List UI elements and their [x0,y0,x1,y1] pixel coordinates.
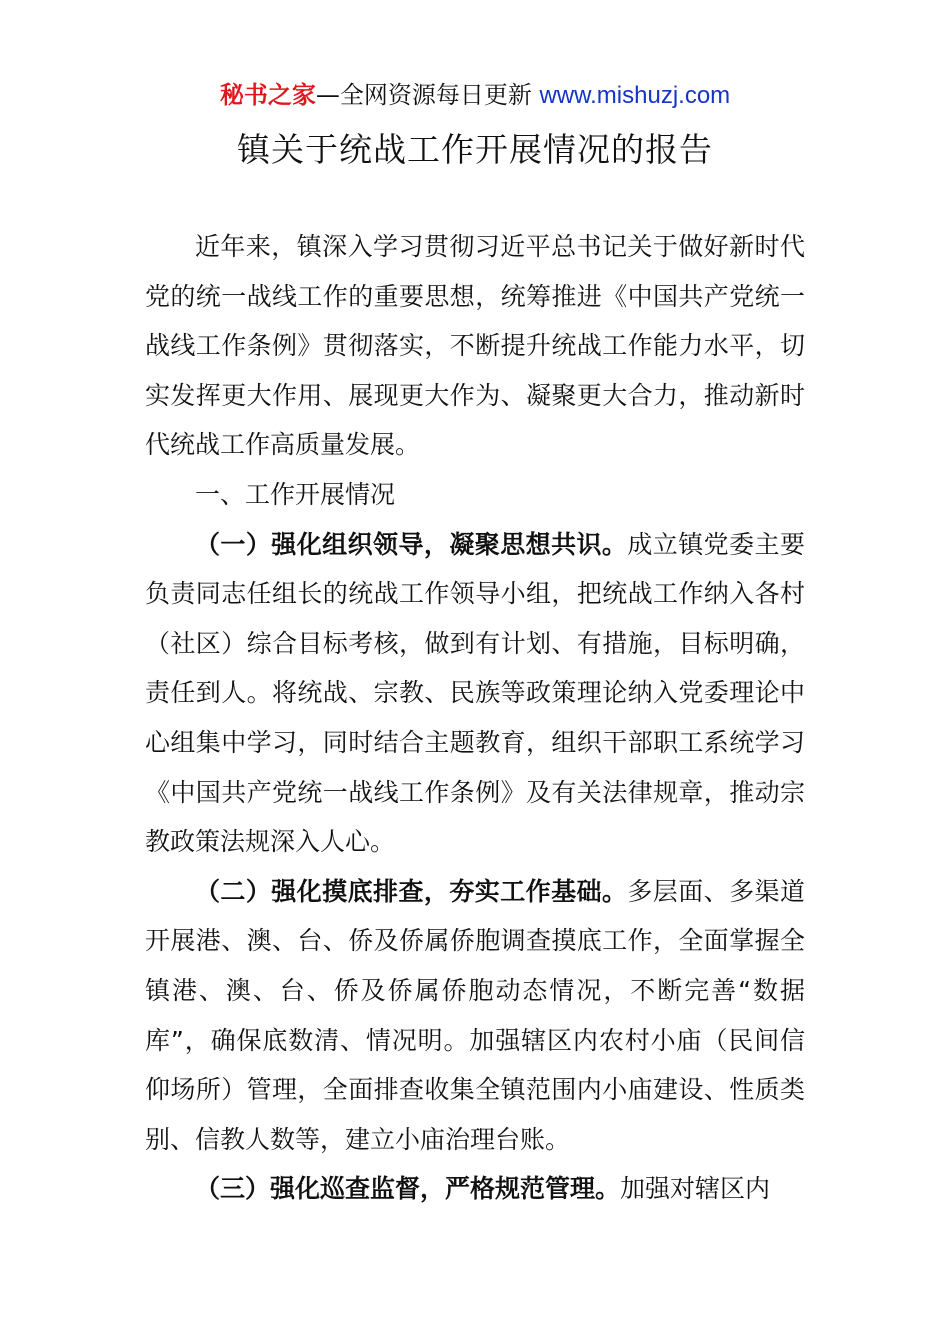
site-header [0,78,950,113]
document-title: 镇关于统战工作开展情况的报告 [237,130,713,169]
section-item-3 [145,1164,805,1214]
item-lead: （一）强化组织领导，凝聚思想共识。 [195,529,628,559]
item-lead: （三）强化巡查监督，严格规范管理。 [195,1174,621,1204]
section-item-1 [145,520,805,867]
item-lead: （二）强化摸底排查，夯实工作基础。 [195,876,628,906]
section-heading: 一、工作开展情况 [195,479,396,509]
header-tagline: —全网资源每日更新 [315,81,540,109]
brand-name: 秘书之家 [219,81,316,109]
item-text: 成立镇党委主要负责同志任组长的统战工作领导小组，把统战工作纳入各村（社区）综合目标考核，做到有计划、有措施，目标明确，责任到人。将统战、宗教、民族等政策理论纳入党委理论中心组集中学习，同时结合主题教育，组织干部职工系统学习《中国共产党统一战线工作条例》及有关法律规章，推动宗教政策法规深入人心。 [145,529,805,857]
item-text: 多层面、多渠道开展港、澳、台、侨及侨属侨胞调查摸底工作，全面掌握全镇港、澳、台、侨及侨属侨胞动态情况，不断完善“数据库”，确保底数清、情况明。加强辖区内农村小庙（民间信仰场所）管理，全面排查收集全镇范围内小庙建设、性质类别、信教人数等，建立小庙治理台账。 [145,876,805,1154]
item-text: 加强对辖区内 [620,1174,771,1204]
section-item-2 [145,867,805,1165]
intro-paragraph: 近年来，镇深入学习贯彻习近平总书记关于做好新时代党的统一战线工作的重要思想，统筹推进《中国共产党统一战线工作条例》贯彻落实，不断提升统战工作能力水平，切实发挥更大作用、展现更大作为、凝聚更大合力，推动新时代统战工作高质量发展。 [145,232,805,460]
document-body [145,222,805,1214]
site-url-link[interactable]: www.mishuzj.com [539,82,731,109]
